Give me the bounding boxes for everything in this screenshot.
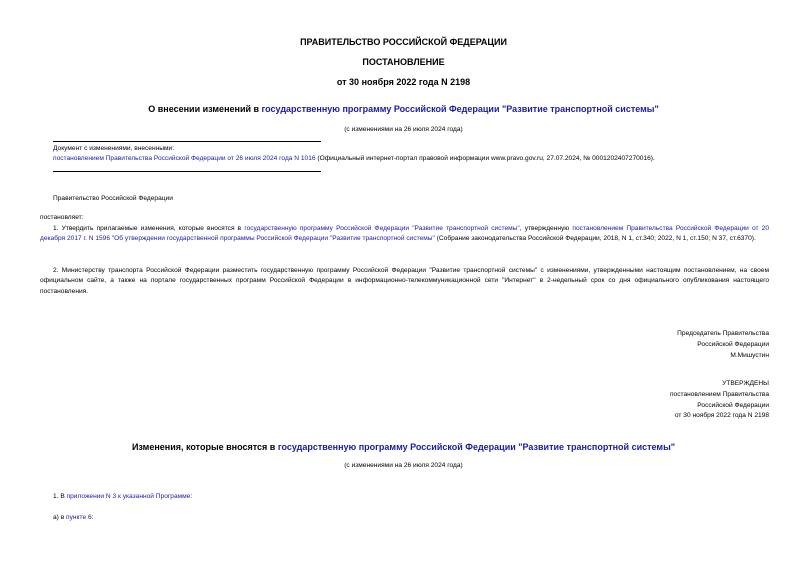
change-item-a	[53, 514, 93, 521]
p1-program-link[interactable]: государственную программу Российской Федерации "Развитие транспортной системы"	[244, 225, 520, 232]
changes-title	[0, 442, 807, 452]
government-heading: ПРАВИТЕЛЬСТВО РОССИЙСКОЙ ФЕДЕРАЦИИ	[300, 37, 507, 47]
item-a-prefix: а) в	[53, 514, 67, 521]
changes-source-details: (Официальный интернет-портал правовой информации www.pravo.gov.ru, 27.07.2024, № 0001202407270016).	[315, 155, 655, 162]
top-divider	[53, 141, 321, 142]
document-type: ПОСТАНОВЛЕНИЕ	[362, 57, 445, 67]
approved-country: Российской Федерации	[697, 401, 769, 409]
p1-text-b: , утвержденную	[519, 225, 573, 232]
changes-title-program-link[interactable]: государственную программу Российской Федерации "Развитие транспортной системы"	[277, 442, 676, 452]
item-a-clause-link[interactable]: пункте 6	[66, 514, 92, 521]
document-title	[0, 104, 807, 114]
p1-text-a: 1. Утвердить прилагаемые изменения, которые вносятся в	[53, 225, 245, 232]
p1-decree-link[interactable]: постановлением Правительства Российской Федерации от 20 декабря 2017 г. N 1596 "Об утверждении государственной программы Российской Федерации "Развитие транспортной системы"	[40, 225, 769, 243]
approved-heading: УТВЕРЖДЕНЫ	[722, 380, 769, 387]
approved-date: от 30 ноября 2022 года N 2198	[674, 412, 769, 420]
item-a-suffix: :	[91, 514, 94, 521]
item1-prefix: 1. В	[53, 493, 67, 500]
approved-block	[560, 379, 769, 422]
changes-source-link[interactable]: постановлением Правительства Российской Федерации от 26 июля 2024 года N 1016	[53, 155, 316, 162]
bottom-divider	[53, 171, 321, 172]
title-program-link[interactable]: государственную программу Российской Федерации "Развитие транспортной системы"	[261, 104, 659, 114]
amendment-note: (с изменениями на 26 июля 2024 года)	[344, 126, 463, 133]
document-date: от 30 ноября 2022 года N 2198	[336, 77, 471, 87]
signature-block	[560, 329, 769, 361]
government-subject: Правительство Российской Федерации	[53, 195, 173, 202]
item1-appendix-link[interactable]: приложении N 3 к указанной Программе	[66, 493, 191, 500]
changes-source	[53, 155, 753, 162]
changes-amendment-note: (с изменениями на 26 июля 2024 года)	[344, 462, 463, 469]
signature-country: Российской Федерации	[697, 340, 769, 348]
title-prefix: О внесении изменений в	[148, 104, 262, 114]
changes-title-prefix: Изменения, которые вносятся в	[131, 442, 278, 452]
p1-text-c: (Собрание законодательства Российской Федерации, 2018, N 1, ст.340; 2022, N 1, ст.150; N 37, ст.6370).	[434, 235, 756, 243]
item1-suffix: :	[190, 493, 193, 500]
approved-by: постановлением Правительства	[669, 390, 769, 398]
decides-label: постановляет:	[40, 214, 84, 221]
paragraph-2: 2. Министерству транспорта Российской Федерации разместить государственную программу Российской Федерации "Развитие транспортной системы" с изменениями, утвержденными настоящим постановлением, на своем официальном сайте, а также на портале государственных программ Российской Федерации в информационно-телекоммуникационной сети "Интернет" в 2-недельный срок со дня официального опубликования настоящего постановления.	[40, 267, 769, 295]
signature-name: М.Мишустин	[730, 351, 769, 359]
paragraph-1	[40, 224, 769, 245]
signature-position: Председатель Правительства	[677, 330, 769, 337]
changes-label: Документ с изменениями, внесенными:	[53, 145, 175, 152]
change-item-1	[53, 493, 192, 500]
